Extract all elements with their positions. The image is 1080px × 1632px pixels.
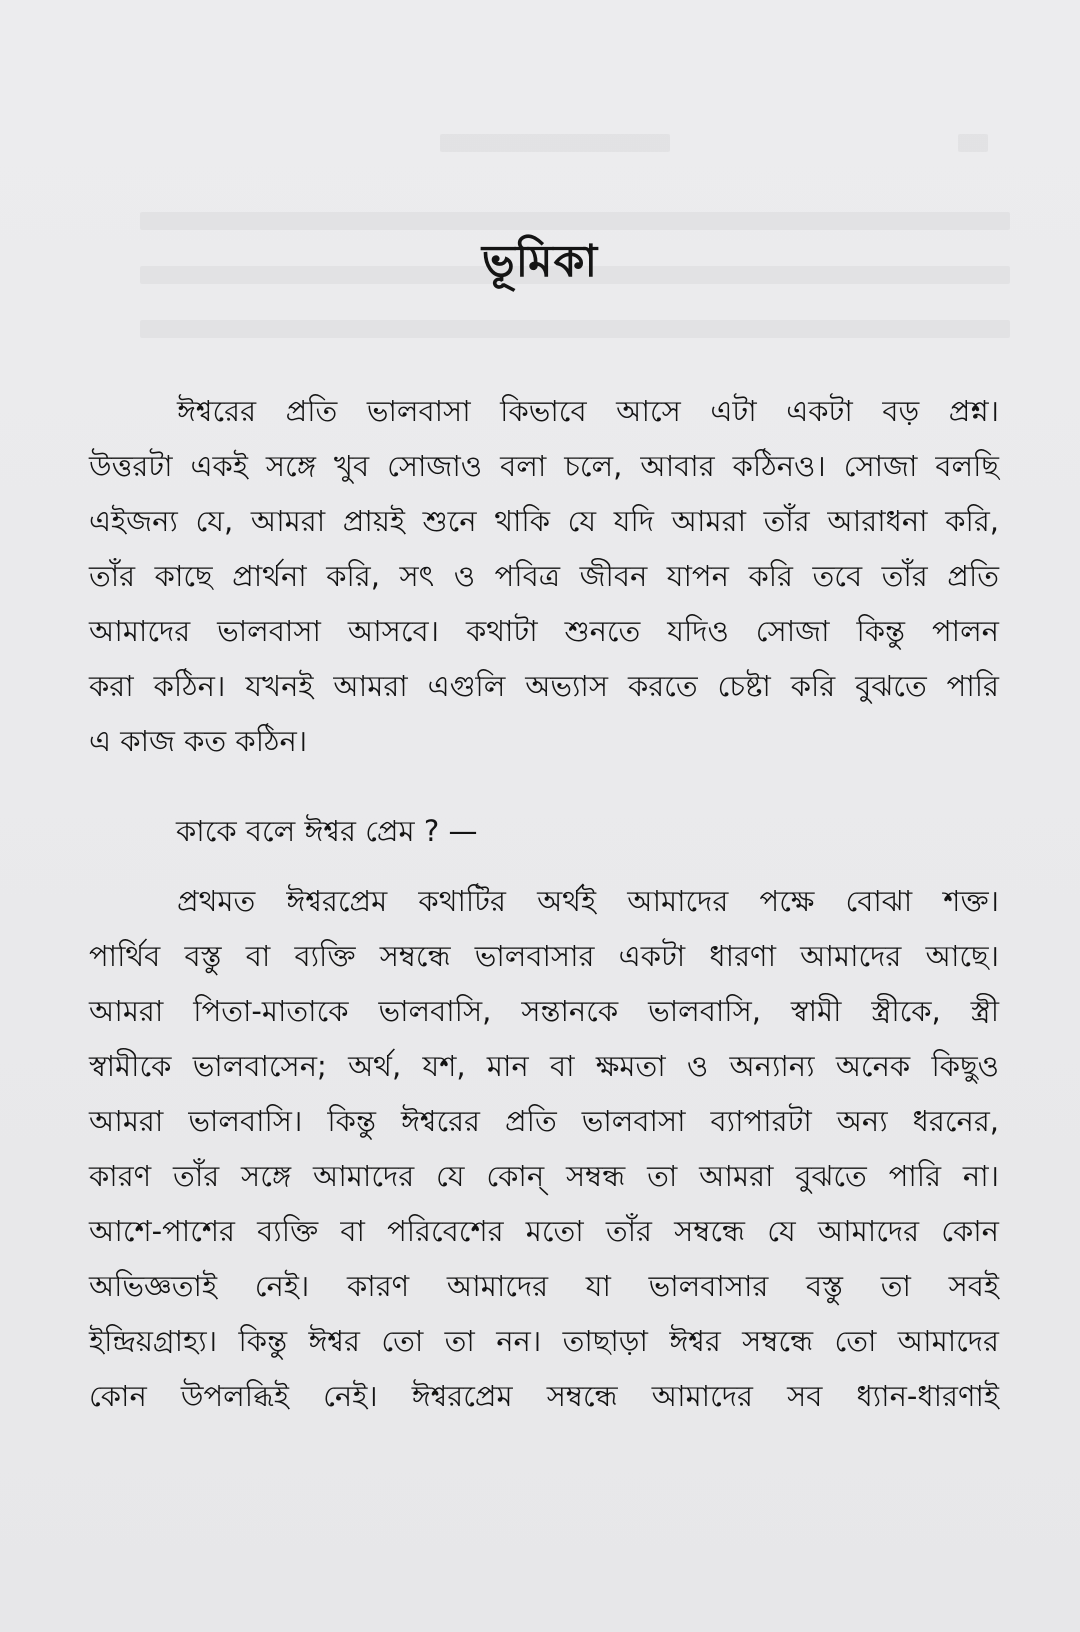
paragraph-love-of-god	[89, 874, 999, 1424]
bleed-through-line	[140, 320, 1010, 338]
text-line: অভিজ্ঞতাই নেই। কারণ আমাদের যা ভালবাসার বস্তু তা সবই	[89, 1269, 999, 1303]
text-line: ঈশ্বরের প্রতি ভালবাসা কিভাবে আসে এটা একটা বড় প্রশ্ন।	[177, 394, 999, 428]
bleed-through-line	[958, 134, 988, 152]
text-line: পার্থিব বস্তু বা ব্যক্তি সম্বন্ধে ভালবাসার একটা ধারণা আমাদের আছে।	[89, 939, 999, 973]
text-line: ইন্দ্রিয়গ্রাহ্য। কিন্তু ঈশ্বর তো তা নন। তাছাড়া ঈশ্বর সম্বন্ধে তো আমাদের	[89, 1324, 999, 1358]
text-line: কোন উপলব্ধিই নেই। ঈশ্বরপ্রেম সম্বন্ধে আমাদের সব ধ্যান-ধারণাই	[89, 1379, 999, 1413]
text-line: প্রথমত ঈশ্বরপ্রেম কথাটির অর্থই আমাদের পক্ষে বোঝা শক্ত।	[177, 884, 999, 918]
text-line: করা কঠিন। যখনই আমরা এগুলি অভ্যাস করতে চেষ্টা করি বুঝতে পারি	[89, 669, 999, 703]
bleed-through-header	[0, 128, 1080, 168]
text-line: এ কাজ কত কঠিন।	[89, 724, 308, 758]
section-subheading: কাকে বলে ঈশ্বর প্রেম ? —	[176, 814, 478, 848]
text-line: আমরা পিতা-মাতাকে ভালবাসি, সন্তানকে ভালবাসি, স্বামী স্ত্রীকে, স্ত্রী	[89, 994, 999, 1028]
text-line: আমাদের ভালবাসা আসবে। কথাটা শুনতে যদিও সোজা কিন্তু পালন	[89, 614, 999, 648]
text-line: আশে-পাশের ব্যক্তি বা পরিবেশের মতো তাঁর সম্বন্ধে যে আমাদের কোন	[89, 1214, 999, 1248]
text-line: স্বামীকে ভালবাসেন; অর্থ, যশ, মান বা ক্ষমতা ও অন্যান্য অনেক কিছুও	[89, 1049, 999, 1083]
text-line: তাঁর কাছে প্রার্থনা করি, সৎ ও পবিত্র জীবন যাপন করি তবে তাঁর প্রতি	[89, 559, 999, 593]
bleed-through-line	[440, 134, 670, 152]
page-title: ভূমিকা	[481, 236, 599, 287]
paragraph-intro	[89, 384, 999, 769]
text-line: এইজন্য যে, আমরা প্রায়ই শুনে থাকি যে যদি আমরা তাঁর আরাধনা করি,	[89, 504, 999, 538]
text-line: উত্তরটা একই সঙ্গে খুব সোজাও বলা চলে, আবার কঠিনও। সোজা বলছি	[89, 449, 999, 483]
text-line: কারণ তাঁর সঙ্গে আমাদের যে কোন্ সম্বন্ধ তা আমরা বুঝতে পারি না।	[89, 1159, 999, 1193]
text-line: আমরা ভালবাসি। কিন্তু ঈশ্বরের প্রতি ভালবাসা ব্যাপারটা অন্য ধরনের,	[89, 1104, 999, 1138]
